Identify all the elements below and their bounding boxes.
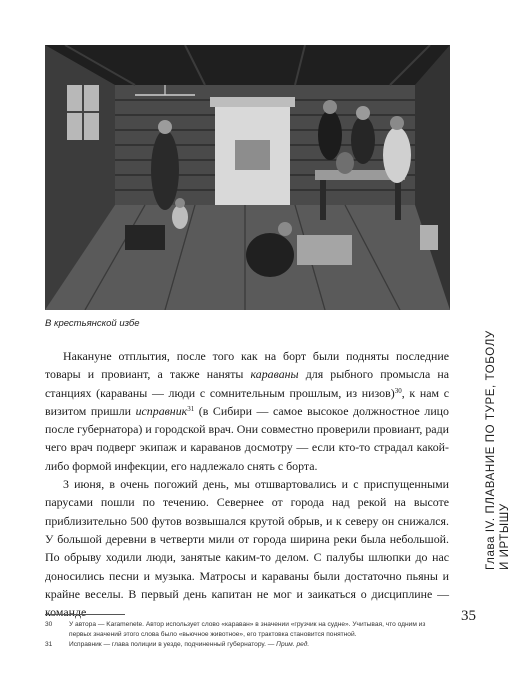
text-run: для рыбного промысла на станциях (караваны — люди с сомнительным прошлым, из низов) <box>45 367 449 400</box>
footnote-rule <box>45 614 125 615</box>
footnote-number: 30 <box>45 621 53 628</box>
running-head-line: Глава IV. ПЛАВАНИЕ ПО ТУРЕ, ТОБОЛУ <box>485 330 497 570</box>
paragraph: 3 июня, в очень погожий день, мы отшвартовались и с приспущенными парусами пошли по течению. Севернее от города над рекой на высоте приблизительно 500 футов возвышался крутой обрыв, и к северу он снижался. У большой деревни в четверти мили от города ширина реки была небольшой. По обрыву ходили люди, занятые каким-то делом. С палубы шлюпки до нас доносились песни и музыка. Матросы и караваны были достаточно пьяны и крайне веселы. В первый день капитан не мог и заикаться о дисциплине — команде <box>45 477 449 620</box>
text-run: , к нам с визитом пришли <box>45 385 449 418</box>
footnote <box>45 620 449 640</box>
running-head-line: И ИРТЫШУ <box>499 503 511 570</box>
italic-term: караваны <box>250 367 299 382</box>
footnotes <box>45 620 449 651</box>
editor-note: Прим. ред. <box>276 641 310 649</box>
figure-caption: В крестьянской избе <box>45 318 140 329</box>
text-run: Накануне отплытия, после того как на борт были подняты последние товары и провиант, а также наняты <box>45 349 449 382</box>
engraving-image <box>45 45 450 310</box>
footnote-ref: 31 <box>187 404 195 413</box>
paragraph <box>45 347 449 475</box>
footnote-number: 31 <box>45 641 53 649</box>
peasant-hut-illustration <box>45 45 450 310</box>
main-text <box>45 347 449 621</box>
footnote-text: Исправник — глава полиции в уезде, подчиненный губернатору. — <box>69 641 277 649</box>
footnote-ref: 30 <box>394 386 402 395</box>
italic-term: исправник <box>135 403 188 418</box>
footnote-text: У автора — Karamenete. Автор использует слово «караван» в значении «грузчик на судне». Учитывая, что одним из первых значений этого слова было «вьючное животное», его трактовка становится понятной. <box>69 621 426 639</box>
text-run: (в Сибири — самое высокое должностное лицо после губернатора) и городской врач. Они совместно проверили провиант, ради чего врач подверг экипаж и караванов досмотру — если кто-то страдал какой-либо формой инфекции, его надлежало снять с борта. <box>45 403 449 473</box>
running-head-text <box>484 320 512 570</box>
footnote <box>45 640 449 650</box>
page-number: 35 <box>461 608 476 624</box>
